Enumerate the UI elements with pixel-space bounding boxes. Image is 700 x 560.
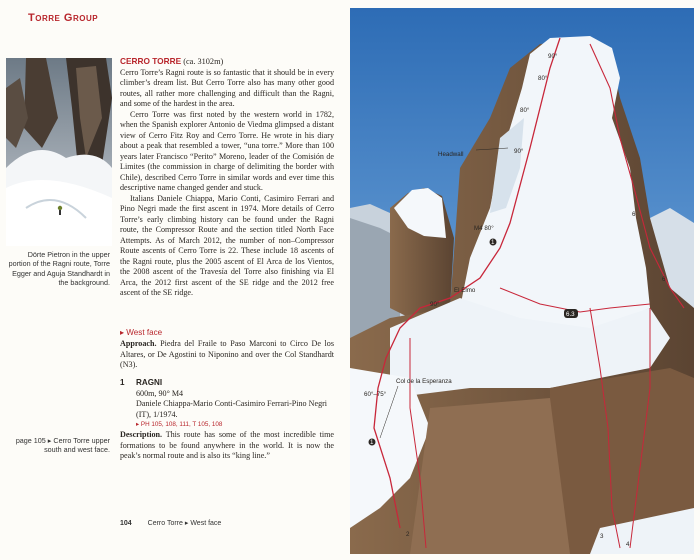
route-party: Daniele Chiappa-Mario Conti-Casimiro Ferrari-Pino Negri (IT), 1/1974. [136, 399, 328, 419]
topo-label: 90° [514, 148, 524, 155]
topo-label: 1 [370, 439, 374, 446]
route-refs: ▸ PH 105, 108, 111, T 105, 108 [136, 421, 223, 428]
topo-label: 6 [662, 276, 666, 283]
photo-caption: Dörte Pietron in the upper portion of the Ragni route, Torre Egger and Aguja Standhardt in the background. [8, 250, 110, 288]
topo-label: 4 [626, 541, 630, 548]
topo-label: 60°–75° [364, 391, 387, 398]
topo-label: 90° [430, 301, 440, 308]
topo-label: 80° [520, 107, 530, 114]
climber-photo [6, 58, 112, 246]
route-entry [120, 378, 334, 431]
paragraph-1: Cerro Torre’s Ragni route is so fantastic that it should be in every climber’s dream list. But Cerro Torre also has many other good routes, all rather more challenging and difficult than the Ragni, and some of the hardest in the area. [120, 67, 334, 108]
paragraph-2: Cerro Torre was first noted by the western world in 1782, when the Spanish explorer Antonio de Viedma glimpsed a distant view of Cerro Fitz Roy and Cerro Torre. He wrote in his diary about a peak that resembled a tower, “una torre.” More than 100 years later Francisco “Perito” Moreno, leader of the Comisión de Limites (the commission in charge of delimiting the border with Chile), described Cerro Torre in similar words and ever time this descriptive name changed gender and stuck. [120, 109, 334, 192]
running-header: Torre Group [28, 12, 99, 24]
topo-label: 6 [632, 211, 636, 218]
topo-label: M4 80° [474, 225, 494, 232]
page-footer [120, 519, 221, 527]
route-stats: 600m, 90° M4 [136, 388, 184, 398]
article-body [120, 56, 334, 299]
paragraph-3: Italians Daniele Chiappa, Mario Conti, Casimiro Ferrari and Pino Negri made the first ascent in 1974. More details of Cerro Torre’s early climbing history can be found under the Ragni route, the Compressor Route and the section titled North Face Attempts. As of March 2012, the number of non–Compressor Route ascents of Cerro Torre is 22. These include 18 ascents of the Ragni route, plus the 2005 ascent of El Arca de los Vientos, the 2008 ascent of the Travesía del Torre also finishing via El Arca, the 2012 first ascent of the SE ridge and the 2012 free ascent of the SE ridge. [120, 193, 334, 297]
topo-label: 80° [538, 75, 548, 82]
route-description: Description. This route has some of the most incredible time formations to be found anywhere in the world. It is now the peak’s normal route and is also its “king line.” [120, 430, 334, 460]
page-reference: page 105 ▸ Cerro Torre upper south and west face. [15, 436, 110, 455]
route-number: 1 [120, 378, 125, 387]
topo-label: 3 [600, 533, 604, 540]
page-number: 104 [120, 520, 132, 527]
article-title: CERRO TORRE [120, 56, 182, 66]
approach-text: Approach. Piedra del Fraile to Paso Marconi to Circo De los Altares, or De Agostini to Niponino and over the Col Standhardt (N3). [120, 339, 334, 369]
topo-label: 2 [406, 531, 410, 538]
topo-label: 6.3 [566, 311, 575, 318]
topo-label: 1 [491, 239, 495, 246]
route-name: RAGNI [136, 378, 163, 387]
section-heading: ▸ West face [120, 328, 163, 337]
breadcrumb: Cerro Torre ▸ West face [147, 520, 222, 527]
cerro-torre-topo-photo [350, 8, 694, 554]
article-altitude: (ca. 3102m) [183, 57, 224, 66]
topo-label: 90° [548, 53, 558, 60]
topo-label-col-esperanza: Col de la Esperanza [396, 378, 452, 385]
topo-label-el-elmo: El Elmo [454, 287, 476, 294]
topo-label-headwall: Headwall [438, 151, 464, 158]
climber-figure [58, 206, 62, 210]
